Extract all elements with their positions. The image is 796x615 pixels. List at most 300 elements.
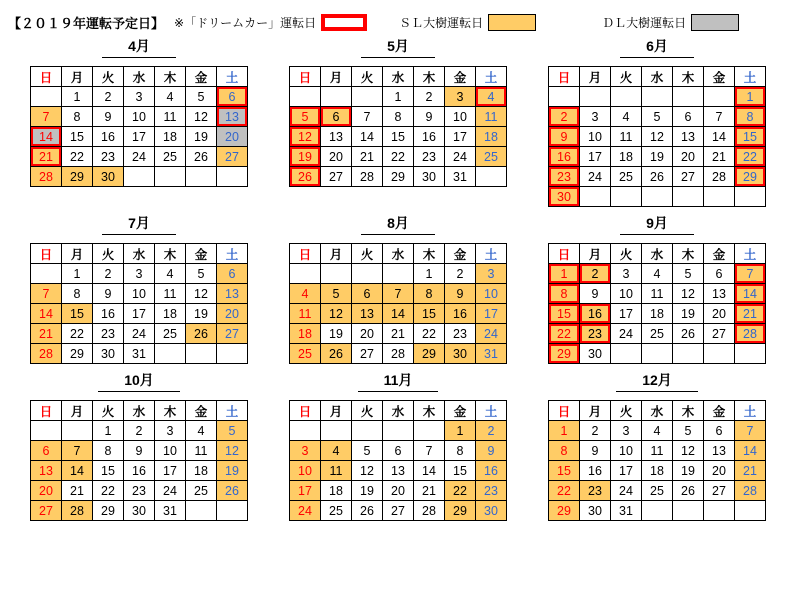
day-cell: 3	[290, 441, 321, 461]
weekday-木: 木	[673, 401, 704, 421]
weekday-header-row	[549, 244, 766, 264]
day-cell: 6	[704, 264, 735, 284]
day-cell: 30	[124, 501, 155, 521]
day-cell: 18	[321, 481, 352, 501]
empty-cell	[642, 187, 673, 207]
day-cell: 1	[414, 264, 445, 284]
day-cell: 4	[155, 264, 186, 284]
day-cell: 29	[549, 501, 580, 521]
month-title	[18, 36, 260, 60]
weekday-月: 月	[580, 244, 611, 264]
day-cell: 12	[186, 284, 217, 304]
day-cell: 11	[611, 127, 642, 147]
day-cell: 10	[580, 127, 611, 147]
legend-dl-swatch	[691, 14, 739, 31]
day-cell: 29	[445, 501, 476, 521]
empty-cell	[735, 187, 766, 207]
weekday-水: 水	[124, 244, 155, 264]
weekday-金: 金	[186, 401, 217, 421]
month-title	[536, 370, 778, 394]
empty-cell	[611, 187, 642, 207]
day-cell: 2	[445, 264, 476, 284]
day-cell: 29	[383, 167, 414, 187]
day-cell: 24	[611, 481, 642, 501]
day-cell: 8	[414, 284, 445, 304]
day-cell: 25	[611, 167, 642, 187]
day-cell: 1	[62, 87, 93, 107]
day-cell: 1	[735, 87, 766, 107]
empty-cell	[673, 87, 704, 107]
day-cell: 22	[735, 147, 766, 167]
calendar-table	[548, 400, 766, 521]
month-title-text: 4月	[102, 36, 176, 58]
day-cell: 16	[476, 461, 507, 481]
day-cell: 2	[580, 421, 611, 441]
calendar-table	[289, 243, 507, 364]
empty-cell	[673, 501, 704, 521]
day-cell: 20	[217, 127, 248, 147]
calendar-table	[548, 243, 766, 364]
day-cell: 27	[673, 167, 704, 187]
day-cell: 21	[735, 461, 766, 481]
empty-cell	[580, 87, 611, 107]
weekday-header-row	[549, 401, 766, 421]
week-row	[290, 481, 507, 501]
day-cell: 1	[549, 264, 580, 284]
week-row	[290, 147, 507, 167]
weekday-木: 木	[414, 67, 445, 87]
empty-cell	[186, 344, 217, 364]
day-cell: 25	[476, 147, 507, 167]
empty-cell	[290, 264, 321, 284]
day-cell: 30	[476, 501, 507, 521]
empty-cell	[217, 344, 248, 364]
empty-cell	[31, 87, 62, 107]
weekday-header-row	[31, 401, 248, 421]
weekday-金: 金	[445, 401, 476, 421]
week-row	[549, 107, 766, 127]
day-cell: 25	[321, 501, 352, 521]
day-cell: 12	[673, 441, 704, 461]
empty-cell	[611, 87, 642, 107]
month-row	[0, 213, 796, 364]
day-cell: 13	[321, 127, 352, 147]
empty-cell	[290, 87, 321, 107]
day-cell: 26	[186, 324, 217, 344]
month-block-9月	[536, 213, 778, 364]
month-block-4月	[18, 36, 260, 207]
month-block-5月	[277, 36, 519, 207]
day-cell: 26	[217, 481, 248, 501]
day-cell: 13	[673, 127, 704, 147]
legend-sl-swatch	[488, 14, 536, 31]
week-row	[549, 187, 766, 207]
week-row	[290, 461, 507, 481]
day-cell: 12	[217, 441, 248, 461]
day-cell: 2	[476, 421, 507, 441]
day-cell: 9	[93, 107, 124, 127]
day-cell: 15	[549, 461, 580, 481]
day-cell: 29	[93, 501, 124, 521]
day-cell: 26	[673, 324, 704, 344]
day-cell: 24	[124, 147, 155, 167]
day-cell: 23	[93, 324, 124, 344]
day-cell: 30	[580, 501, 611, 521]
legend-dream	[174, 14, 367, 31]
weekday-火: 火	[611, 401, 642, 421]
calendar-table	[30, 243, 248, 364]
day-cell: 31	[476, 344, 507, 364]
empty-cell	[62, 421, 93, 441]
weekday-月: 月	[321, 244, 352, 264]
day-cell: 18	[476, 127, 507, 147]
day-cell: 10	[611, 441, 642, 461]
day-cell: 29	[62, 344, 93, 364]
day-cell: 23	[580, 481, 611, 501]
empty-cell	[186, 501, 217, 521]
week-row	[549, 127, 766, 147]
day-cell: 7	[31, 107, 62, 127]
empty-cell	[383, 421, 414, 441]
empty-cell	[383, 264, 414, 284]
weekday-木: 木	[673, 67, 704, 87]
week-row	[290, 107, 507, 127]
month-title-text: 11月	[358, 370, 439, 392]
weekday-土: 土	[476, 401, 507, 421]
weekday-月: 月	[321, 401, 352, 421]
weekday-月: 月	[321, 67, 352, 87]
week-row	[31, 421, 248, 441]
weekday-土: 土	[476, 67, 507, 87]
day-cell: 7	[414, 441, 445, 461]
day-cell: 3	[155, 421, 186, 441]
weekday-火: 火	[352, 244, 383, 264]
day-cell: 11	[155, 107, 186, 127]
weekday-header-row	[290, 67, 507, 87]
week-row	[290, 324, 507, 344]
weekday-火: 火	[93, 401, 124, 421]
day-cell: 6	[217, 87, 248, 107]
empty-cell	[549, 87, 580, 107]
week-row	[549, 461, 766, 481]
day-cell: 20	[673, 147, 704, 167]
day-cell: 13	[383, 461, 414, 481]
weekday-土: 土	[217, 244, 248, 264]
weekday-日: 日	[290, 401, 321, 421]
day-cell: 26	[642, 167, 673, 187]
day-cell: 9	[476, 441, 507, 461]
calendar-table	[548, 66, 766, 207]
weekday-月: 月	[62, 401, 93, 421]
weekday-header-row	[549, 67, 766, 87]
empty-cell	[352, 421, 383, 441]
empty-cell	[704, 501, 735, 521]
month-title-text: 10月	[98, 370, 180, 392]
day-cell: 25	[642, 324, 673, 344]
month-row	[0, 36, 796, 207]
day-cell: 11	[290, 304, 321, 324]
day-cell: 18	[642, 461, 673, 481]
day-cell: 17	[611, 461, 642, 481]
day-cell: 30	[93, 167, 124, 187]
empty-cell	[673, 187, 704, 207]
weekday-月: 月	[580, 401, 611, 421]
day-cell: 5	[186, 87, 217, 107]
day-cell: 13	[217, 284, 248, 304]
month-title	[277, 370, 519, 394]
day-cell: 21	[414, 481, 445, 501]
day-cell: 17	[476, 304, 507, 324]
day-cell: 18	[611, 147, 642, 167]
day-cell: 31	[124, 344, 155, 364]
day-cell: 18	[290, 324, 321, 344]
calendar-table	[30, 400, 248, 521]
day-cell: 29	[549, 344, 580, 364]
month-title-text: 6月	[620, 36, 694, 58]
day-cell: 9	[93, 284, 124, 304]
day-cell: 21	[62, 481, 93, 501]
weekday-月: 月	[62, 67, 93, 87]
day-cell: 14	[383, 304, 414, 324]
day-cell: 19	[186, 304, 217, 324]
weekday-火: 火	[93, 67, 124, 87]
day-cell: 14	[735, 441, 766, 461]
day-cell: 3	[445, 87, 476, 107]
day-cell: 26	[352, 501, 383, 521]
day-cell: 20	[704, 304, 735, 324]
day-cell: 20	[383, 481, 414, 501]
day-cell: 8	[383, 107, 414, 127]
day-cell: 21	[735, 304, 766, 324]
day-cell: 1	[383, 87, 414, 107]
day-cell: 21	[31, 324, 62, 344]
weekday-木: 木	[414, 244, 445, 264]
day-cell: 28	[704, 167, 735, 187]
month-row	[0, 370, 796, 521]
calendar-table	[30, 66, 248, 187]
day-cell: 5	[642, 107, 673, 127]
day-cell: 13	[31, 461, 62, 481]
day-cell: 24	[445, 147, 476, 167]
day-cell: 13	[217, 107, 248, 127]
week-row	[31, 324, 248, 344]
day-cell: 21	[383, 324, 414, 344]
day-cell: 16	[124, 461, 155, 481]
day-cell: 27	[383, 501, 414, 521]
day-cell: 27	[321, 167, 352, 187]
day-cell: 30	[414, 167, 445, 187]
day-cell: 6	[673, 107, 704, 127]
weekday-木: 木	[414, 401, 445, 421]
weekday-木: 木	[155, 67, 186, 87]
month-title	[536, 213, 778, 237]
week-row	[31, 107, 248, 127]
day-cell: 8	[62, 107, 93, 127]
day-cell: 15	[62, 127, 93, 147]
month-title	[536, 36, 778, 60]
week-row	[549, 284, 766, 304]
week-row	[31, 344, 248, 364]
day-cell: 30	[549, 187, 580, 207]
day-cell: 18	[155, 304, 186, 324]
day-cell: 19	[352, 481, 383, 501]
day-cell: 17	[580, 147, 611, 167]
day-cell: 24	[611, 324, 642, 344]
day-cell: 20	[704, 461, 735, 481]
day-cell: 7	[383, 284, 414, 304]
empty-cell	[155, 167, 186, 187]
day-cell: 27	[217, 147, 248, 167]
day-cell: 28	[31, 167, 62, 187]
empty-cell	[321, 264, 352, 284]
day-cell: 7	[62, 441, 93, 461]
day-cell: 14	[704, 127, 735, 147]
day-cell: 2	[93, 264, 124, 284]
day-cell: 11	[155, 284, 186, 304]
week-row	[549, 304, 766, 324]
empty-cell	[704, 87, 735, 107]
weekday-水: 水	[124, 67, 155, 87]
weekday-header-row	[31, 67, 248, 87]
weekday-土: 土	[735, 67, 766, 87]
day-cell: 22	[549, 324, 580, 344]
day-cell: 4	[611, 107, 642, 127]
day-cell: 9	[549, 127, 580, 147]
empty-cell	[673, 344, 704, 364]
day-cell: 11	[186, 441, 217, 461]
day-cell: 30	[445, 344, 476, 364]
day-cell: 12	[290, 127, 321, 147]
day-cell: 20	[217, 304, 248, 324]
day-cell: 7	[704, 107, 735, 127]
weekday-日: 日	[290, 67, 321, 87]
day-cell: 3	[476, 264, 507, 284]
day-cell: 16	[580, 461, 611, 481]
day-cell: 17	[155, 461, 186, 481]
day-cell: 28	[735, 324, 766, 344]
weekday-水: 水	[383, 244, 414, 264]
day-cell: 3	[124, 87, 155, 107]
weekday-月: 月	[580, 67, 611, 87]
week-row	[31, 481, 248, 501]
day-cell: 25	[642, 481, 673, 501]
day-cell: 28	[62, 501, 93, 521]
day-cell: 22	[414, 324, 445, 344]
day-cell: 3	[580, 107, 611, 127]
weekday-土: 土	[217, 401, 248, 421]
weekday-日: 日	[549, 401, 580, 421]
day-cell: 1	[445, 421, 476, 441]
week-row	[290, 421, 507, 441]
week-row	[290, 344, 507, 364]
week-row	[549, 324, 766, 344]
day-cell: 21	[352, 147, 383, 167]
day-cell: 11	[642, 284, 673, 304]
day-cell: 30	[93, 344, 124, 364]
empty-cell	[642, 344, 673, 364]
day-cell: 18	[642, 304, 673, 324]
day-cell: 16	[549, 147, 580, 167]
empty-cell	[580, 187, 611, 207]
day-cell: 15	[445, 461, 476, 481]
day-cell: 27	[31, 501, 62, 521]
empty-cell	[642, 87, 673, 107]
day-cell: 11	[642, 441, 673, 461]
day-cell: 11	[321, 461, 352, 481]
empty-cell	[611, 344, 642, 364]
empty-cell	[704, 344, 735, 364]
day-cell: 4	[186, 421, 217, 441]
day-cell: 17	[611, 304, 642, 324]
weekday-火: 火	[611, 244, 642, 264]
day-cell: 25	[155, 147, 186, 167]
day-cell: 27	[704, 324, 735, 344]
day-cell: 9	[124, 441, 155, 461]
week-row	[31, 147, 248, 167]
day-cell: 2	[549, 107, 580, 127]
day-cell: 4	[155, 87, 186, 107]
day-cell: 10	[611, 284, 642, 304]
day-cell: 7	[735, 264, 766, 284]
legend-dream-label: ※「ドリームカー」運転日	[174, 15, 317, 30]
weekday-土: 土	[217, 67, 248, 87]
day-cell: 22	[62, 147, 93, 167]
day-cell: 1	[62, 264, 93, 284]
day-cell: 16	[414, 127, 445, 147]
week-row	[549, 501, 766, 521]
day-cell: 14	[31, 304, 62, 324]
day-cell: 5	[673, 264, 704, 284]
week-row	[31, 264, 248, 284]
day-cell: 29	[414, 344, 445, 364]
day-cell: 22	[383, 147, 414, 167]
day-cell: 14	[31, 127, 62, 147]
day-cell: 8	[93, 441, 124, 461]
month-title-text: 12月	[616, 370, 698, 392]
day-cell: 10	[124, 107, 155, 127]
week-row	[31, 304, 248, 324]
legend-dream-swatch	[321, 14, 367, 31]
day-cell: 8	[735, 107, 766, 127]
day-cell: 8	[549, 441, 580, 461]
day-cell: 7	[352, 107, 383, 127]
week-row	[31, 127, 248, 147]
day-cell: 29	[62, 167, 93, 187]
day-cell: 15	[414, 304, 445, 324]
day-cell: 6	[217, 264, 248, 284]
month-title	[18, 370, 260, 394]
day-cell: 23	[414, 147, 445, 167]
day-cell: 27	[217, 324, 248, 344]
empty-cell	[735, 344, 766, 364]
week-row	[549, 147, 766, 167]
month-title	[277, 213, 519, 237]
day-cell: 8	[62, 284, 93, 304]
week-row	[549, 344, 766, 364]
weekday-金: 金	[704, 401, 735, 421]
day-cell: 26	[673, 481, 704, 501]
weekday-日: 日	[31, 401, 62, 421]
weekday-火: 火	[352, 67, 383, 87]
empty-cell	[642, 501, 673, 521]
day-cell: 10	[124, 284, 155, 304]
day-cell: 31	[611, 501, 642, 521]
weekday-金: 金	[445, 67, 476, 87]
day-cell: 31	[155, 501, 186, 521]
legend-title: 【２０１９年運転予定日】	[8, 15, 165, 31]
day-cell: 23	[445, 324, 476, 344]
empty-cell	[352, 264, 383, 284]
